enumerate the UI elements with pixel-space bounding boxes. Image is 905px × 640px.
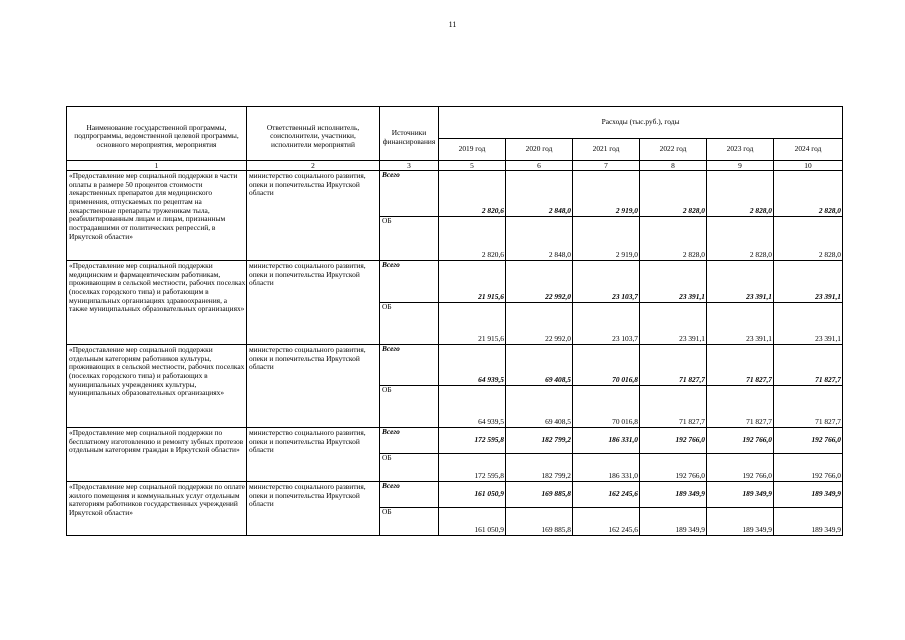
total-value: 23 103,7 xyxy=(573,261,640,303)
header-name: Наименование государственной программы, подпрограммы, ведомственной целевой программы, основного мероприятия, мероприятия xyxy=(67,107,247,161)
expenses-table xyxy=(66,106,843,536)
ob-value: 70 016,8 xyxy=(573,386,640,428)
measure-executor: министерство социального развития, опеки и попечительства Иркутской области xyxy=(247,482,380,536)
total-value: 161 050,9 xyxy=(439,482,506,508)
table-row xyxy=(67,171,843,217)
ob-value: 189 349,9 xyxy=(774,508,843,536)
source-total-label: Всего xyxy=(380,428,439,454)
header-year: 2022 год xyxy=(640,139,707,161)
column-index: 8 xyxy=(640,161,707,171)
total-value: 70 016,8 xyxy=(573,345,640,386)
total-value: 162 245,6 xyxy=(573,482,640,508)
total-value: 23 391,1 xyxy=(774,261,843,303)
column-index: 9 xyxy=(707,161,774,171)
table-row xyxy=(67,345,843,386)
ob-value: 192 766,0 xyxy=(774,454,843,482)
source-ob-label: ОБ xyxy=(380,508,439,536)
column-index: 6 xyxy=(506,161,573,171)
table-row xyxy=(67,261,843,303)
measure-executor: министерство социального развития, опеки и попечительства Иркутской области xyxy=(247,261,380,345)
total-value: 2 820,6 xyxy=(439,171,506,217)
ob-value: 161 050,9 xyxy=(439,508,506,536)
header-year: 2023 год xyxy=(707,139,774,161)
column-index: 3 xyxy=(380,161,439,171)
source-ob-label: ОБ xyxy=(380,217,439,261)
ob-value: 21 915,6 xyxy=(439,303,506,345)
ob-value: 192 766,0 xyxy=(707,454,774,482)
header-expenses: Расходы (тыс.руб.), годы xyxy=(439,107,843,139)
ob-value: 23 391,1 xyxy=(707,303,774,345)
total-value: 172 595,8 xyxy=(439,428,506,454)
column-index: 2 xyxy=(247,161,380,171)
ob-value: 189 349,9 xyxy=(640,508,707,536)
source-ob-label: ОБ xyxy=(380,386,439,428)
table-row xyxy=(67,482,843,508)
ob-value: 2 919,0 xyxy=(573,217,640,261)
total-value: 189 349,9 xyxy=(707,482,774,508)
source-ob-label: ОБ xyxy=(380,454,439,482)
ob-value: 169 885,8 xyxy=(506,508,573,536)
total-value: 192 766,0 xyxy=(640,428,707,454)
total-value: 169 885,8 xyxy=(506,482,573,508)
ob-value: 189 349,9 xyxy=(707,508,774,536)
total-value: 71 827,7 xyxy=(707,345,774,386)
total-value: 64 939,5 xyxy=(439,345,506,386)
ob-value: 69 408,5 xyxy=(506,386,573,428)
header-year: 2021 год xyxy=(573,139,640,161)
total-value: 23 391,1 xyxy=(707,261,774,303)
measure-name: «Предоставление мер социальной поддержки по оплате жилого помещения и коммунальных услуг отдельным категориям работников государственных учреждений Иркутской области» xyxy=(67,482,247,536)
column-index: 7 xyxy=(573,161,640,171)
measure-name: «Предоставление мер социальной поддержки отдельным категориям работников культуры, проживающих в сельской местности, рабочих поселках (поселках городского типа) и работающих в муниципальных учреждениях культуры, муниципальных образовательных организациях» xyxy=(67,345,247,428)
ob-value: 186 331,0 xyxy=(573,454,640,482)
source-total-label: Всего xyxy=(380,345,439,386)
total-value: 189 349,9 xyxy=(774,482,843,508)
total-value: 2 919,0 xyxy=(573,171,640,217)
ob-value: 64 939,5 xyxy=(439,386,506,428)
total-value: 21 915,6 xyxy=(439,261,506,303)
ob-value: 2 828,0 xyxy=(774,217,843,261)
measure-executor: министерство социального развития, опеки и попечительства Иркутской области xyxy=(247,171,380,261)
ob-value: 23 103,7 xyxy=(573,303,640,345)
measure-executor: министерство социального развития, опеки и попечительства Иркутской области xyxy=(247,428,380,482)
header-year: 2019 год xyxy=(439,139,506,161)
ob-value: 71 827,7 xyxy=(707,386,774,428)
header-year: 2020 год xyxy=(506,139,573,161)
ob-value: 2 828,0 xyxy=(707,217,774,261)
total-value: 192 766,0 xyxy=(707,428,774,454)
page-number: 11 xyxy=(448,20,457,29)
ob-value: 71 827,7 xyxy=(774,386,843,428)
measure-name: «Предоставление мер социальной поддержки медицинским и фармацевтическим работникам, проживающим в сельской местности, рабочих поселках (поселках городского типа) и работающим в муниципальных организациях здравоохранения, а также муниципальных образовательных организациях» xyxy=(67,261,247,345)
ob-value: 23 391,1 xyxy=(640,303,707,345)
header-executor: Ответственный исполнитель, соисполнители, участники, исполнители мероприятий xyxy=(247,107,380,161)
total-value: 71 827,7 xyxy=(640,345,707,386)
source-ob-label: ОБ xyxy=(380,303,439,345)
measure-executor: министерство социального развития, опеки и попечительства Иркутской области xyxy=(247,345,380,428)
total-value: 192 766,0 xyxy=(774,428,843,454)
column-index: 5 xyxy=(439,161,506,171)
ob-value: 172 595,8 xyxy=(439,454,506,482)
ob-value: 182 799,2 xyxy=(506,454,573,482)
total-value: 2 828,0 xyxy=(774,171,843,217)
total-value: 2 828,0 xyxy=(707,171,774,217)
ob-value: 23 391,1 xyxy=(774,303,843,345)
header-year: 2024 год xyxy=(774,139,843,161)
ob-value: 2 828,0 xyxy=(640,217,707,261)
source-total-label: Всего xyxy=(380,171,439,217)
measure-name: «Предоставление мер социальной поддержки в части оплаты в размере 50 процентов стоимости лекарственных препаратов для медицинского применения, отпускаемых по рецептам на лекарственные препараты труженикам тыла, реабилитированным лицам и лицам, признанным пострадавшими от политических репрессий, в Иркутской области» xyxy=(67,171,247,261)
total-value: 2 848,0 xyxy=(506,171,573,217)
ob-value: 162 245,6 xyxy=(573,508,640,536)
total-value: 23 391,1 xyxy=(640,261,707,303)
header-source: Источники финансирования xyxy=(380,107,439,161)
column-index: 1 xyxy=(67,161,247,171)
ob-value: 22 992,0 xyxy=(506,303,573,345)
total-value: 182 799,2 xyxy=(506,428,573,454)
ob-value: 2 848,0 xyxy=(506,217,573,261)
ob-value: 71 827,7 xyxy=(640,386,707,428)
total-value: 186 331,0 xyxy=(573,428,640,454)
total-value: 71 827,7 xyxy=(774,345,843,386)
total-value: 22 992,0 xyxy=(506,261,573,303)
ob-value: 2 820,6 xyxy=(439,217,506,261)
source-total-label: Всего xyxy=(380,482,439,508)
total-value: 2 828,0 xyxy=(640,171,707,217)
table-row xyxy=(67,428,843,454)
source-total-label: Всего xyxy=(380,261,439,303)
measure-name: «Предоставление мер социальной поддержки по бесплатному изготовлению и ремонту зубных протезов отдельным категориям граждан в Иркутской области» xyxy=(67,428,247,482)
ob-value: 192 766,0 xyxy=(640,454,707,482)
total-value: 69 408,5 xyxy=(506,345,573,386)
total-value: 189 349,9 xyxy=(640,482,707,508)
column-index: 10 xyxy=(774,161,843,171)
